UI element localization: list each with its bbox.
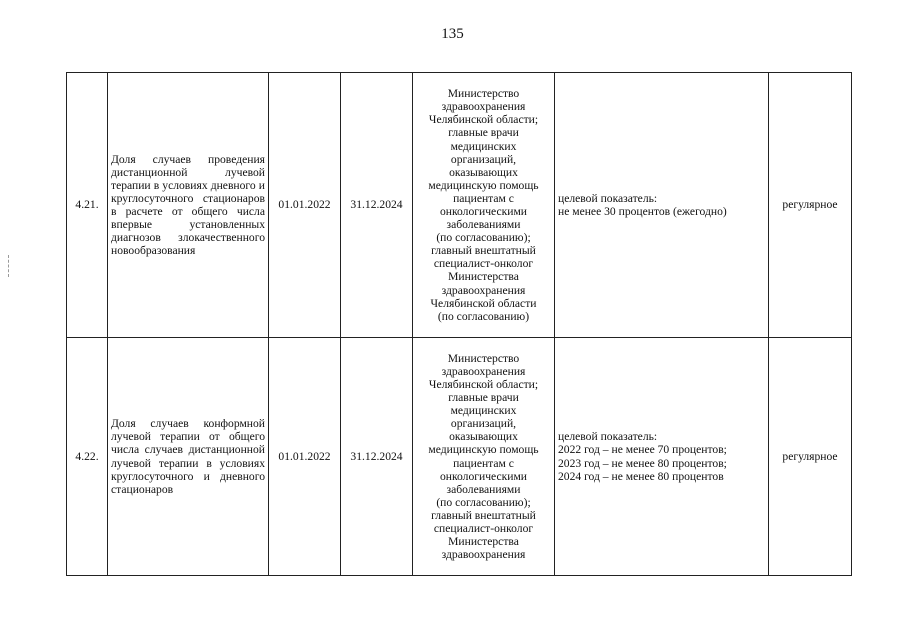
executor-line: оказывающих <box>449 165 518 179</box>
executor-line: специалист-онколог <box>433 521 534 535</box>
executor-line: Челябинской области <box>430 296 537 310</box>
responsible-executors <box>413 338 555 576</box>
target-indicator <box>555 338 769 576</box>
executor-line: Министерство <box>447 87 520 101</box>
activity-name: Доля случаев конформной лучевой терапии от общего числа случаев дистанционной лучевой терапии в условиях круглосуточного и дневного стационаров <box>108 338 269 576</box>
end-date: 31.12.2024 <box>341 73 413 338</box>
executor-line: медицинскую помощь <box>428 178 539 192</box>
executor-line: медицинских <box>450 139 517 153</box>
table-row <box>67 338 852 576</box>
indicator-line: целевой показатель: <box>558 430 658 444</box>
indicator-line: 2024 год – не менее 80 процентов <box>558 469 724 483</box>
row-number: 4.22. <box>67 338 108 576</box>
activity-name: Доля случаев проведения дистанционной лучевой терапии в условиях дневного и круглосуточного стационаров в расчете от общего числа впервые установленных диагнозов злокачественного новообразования <box>108 73 269 338</box>
executor-line: медицинскую помощь <box>428 443 539 457</box>
executor-line: специалист-онколог <box>433 257 534 271</box>
executor-line: Челябинской области; <box>428 377 539 391</box>
executor-line: медицинских <box>450 404 517 418</box>
executor-line: Министерство <box>447 351 520 365</box>
executor-line: здравоохранения <box>441 100 526 114</box>
executor-line: заболеваниями <box>446 482 521 496</box>
executor-line: пациентам с <box>453 191 514 205</box>
start-date: 01.01.2022 <box>269 73 341 338</box>
executor-line: Министерства <box>448 535 519 549</box>
executor-line: заболеваниями <box>446 218 521 232</box>
indicator-line: не менее 30 процентов (ежегодно) <box>558 205 727 218</box>
executor-line: онкологическими <box>439 205 528 218</box>
executor-line: организаций, <box>450 417 517 431</box>
executor-line: (по согласованию); <box>436 495 531 509</box>
executor-line: здравоохранения <box>441 548 526 562</box>
executor-line: пациентам с <box>453 456 514 470</box>
activity-type: регулярное <box>769 338 852 576</box>
executor-line: онкологическими <box>439 469 528 483</box>
executor-line: главный внештатный <box>431 244 536 258</box>
start-date: 01.01.2022 <box>269 338 341 576</box>
responsible-executors <box>413 73 555 338</box>
executor-line: здравоохранения <box>441 283 526 297</box>
executor-line: главные врачи <box>448 391 519 405</box>
executor-line: главный внештатный <box>431 508 536 522</box>
executor-line: главные врачи <box>448 126 519 140</box>
executor-line: (по согласованию); <box>436 231 531 245</box>
end-date: 31.12.2024 <box>341 338 413 576</box>
executor-line: здравоохранения <box>441 364 526 378</box>
table-row <box>67 73 852 338</box>
activity-type: регулярное <box>769 73 852 338</box>
executor-line: оказывающих <box>449 430 518 444</box>
margin-tick-mark <box>8 255 9 277</box>
indicator-line: целевой показатель: <box>558 191 658 205</box>
executor-line: организаций, <box>450 152 517 166</box>
executor-line: (по согласованию) <box>437 309 530 323</box>
activities-table <box>66 72 852 576</box>
executor-line: Министерства <box>448 270 519 284</box>
page-number: 135 <box>441 26 464 42</box>
executor-line: Челябинской области; <box>428 113 539 127</box>
row-number: 4.21. <box>67 73 108 338</box>
indicator-line: 2023 год – не менее 80 процентов; <box>558 456 727 470</box>
target-indicator <box>555 73 769 338</box>
indicator-line: 2022 год – не менее 70 процентов; <box>558 443 727 457</box>
